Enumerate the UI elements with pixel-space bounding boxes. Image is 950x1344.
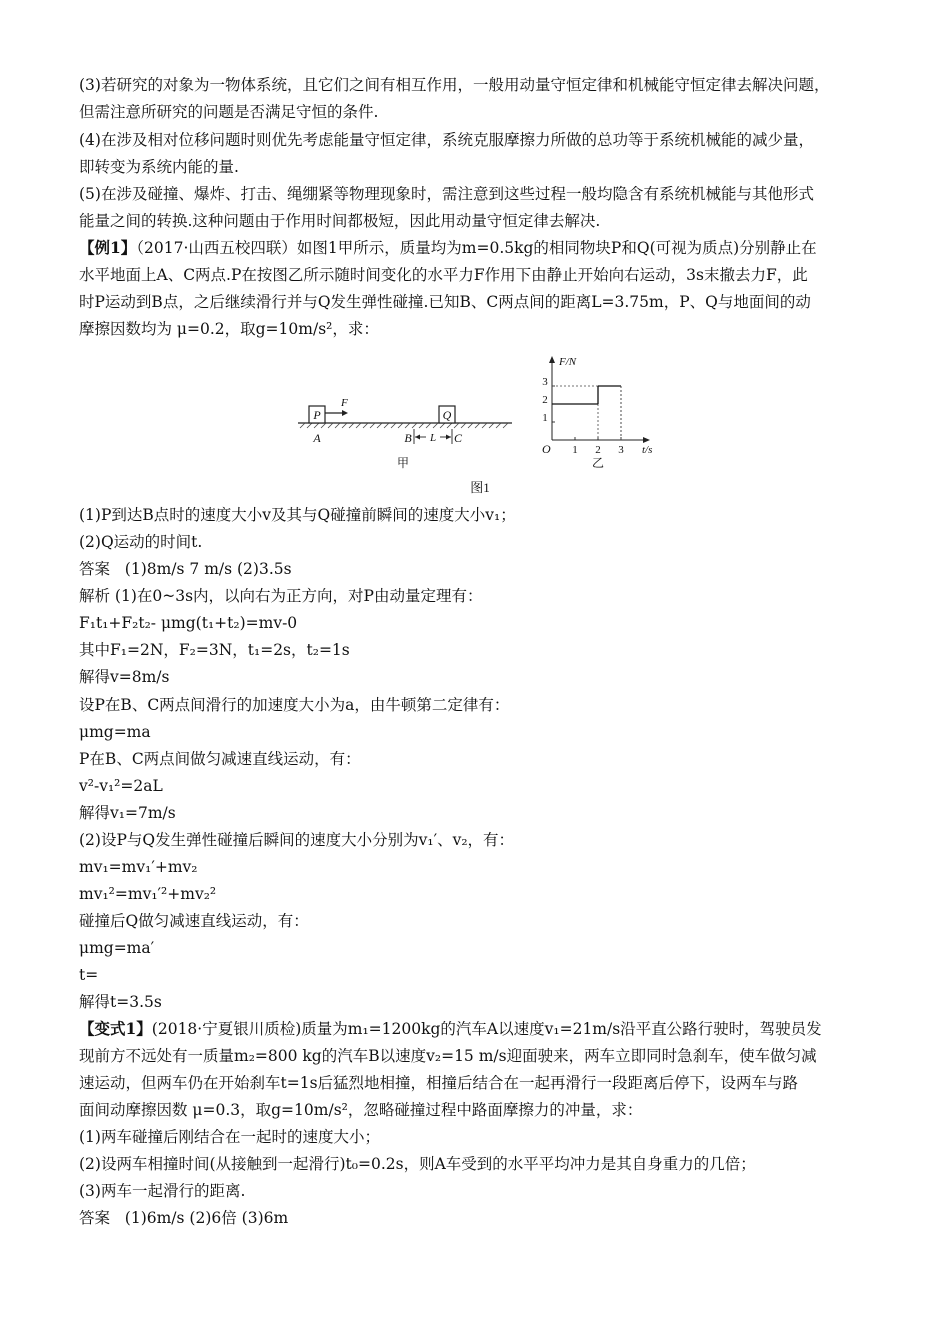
y-axis-label: F/N [559,356,577,368]
intro-p3-line2: 但需注意所研究的问题是否满足守恒的条件. [79,103,379,121]
variant1-question-2: (2)设两车相撞时间(从接触到一起滑行)t₀=0.2s，则A车受到的水平平均冲力是其自身重力的几倍； [79,1155,756,1173]
variant1-line3: 速运动，但两车仍在开始刹车t=1s后猛烈地相撞，相撞后结合在一起再滑行一段距离后停下，设两车与路 [79,1074,799,1092]
x-axis-arrow [643,437,650,443]
variant1-question-3: (3)两车一起滑行的距离. [79,1182,246,1200]
variant1-answer [79,1207,879,1229]
example1-line3: 时P运动到B点，之后继续滑行并与Q发生弹性碰撞.已知B、C两点间的距离L=3.75m，P、Q与地面间的动 [79,293,811,311]
intro-p4-line2: 即转变为系统内能的量. [79,158,239,176]
solution-line-8: v²-v₁²=2aL [79,777,163,795]
solution-line-10: (2)设P与Q发生弹性碰撞后瞬间的速度大小分别为v₁′、v₂，有： [79,831,515,849]
solution-line-16: 解得t=3.5s [79,993,162,1011]
answer-1 [79,558,879,580]
question-1: (1)P到达B点时的速度大小v及其与Q碰撞前瞬间的速度大小v₁； [79,506,516,524]
y-tick-1: 1 [542,412,548,424]
variant1-text1: (2018·宁夏银川质检)质量为m₁=1200kg的汽车A以速度v₁=21m/s沿平直公路行驶时，驾驶员发 [151,1020,822,1038]
x-tick-3: 3 [618,444,624,456]
example1-line4: 摩擦因数均为 μ=0.2，取g=10m/s²，求： [79,320,379,338]
block-p-label: P [313,408,321,422]
solution-line-6: μmg=ma [79,723,151,741]
question-2: (2)Q运动的时间t. [79,533,203,551]
figure-1 [290,352,670,498]
variant1-line1 [79,1018,879,1040]
solution-line-1: 解析 (1)在0~3s内，以向右为正方向，对P由动量定理有： [79,587,483,605]
variant1-answer-text: (1)6m/s (2)6倍 (3)6m [124,1209,289,1227]
point-c-label: C [453,431,463,445]
figure-caption: 图1 [470,480,490,495]
solution-line-13: 碰撞后Q做匀减速直线运动，有： [79,912,309,930]
example1-text1: （2017·山西五校四联）如图1甲所示，质量均为m=0.5kg的相同物块P和Q(可视为质点)分别静止在 [136,239,817,257]
solution-line-12: mv₁²=mv₁′²+mv₂² [79,885,217,903]
origin-label: O [542,442,551,456]
solution-line-7: P在B、C两点间做匀减速直线运动，有： [79,750,361,768]
x-tick-1: 1 [572,444,578,456]
answer-1-label: 答案 [79,560,111,578]
solution-line-2: F₁t₁+F₂t₂- μmg(t₁+t₂)=mv-0 [79,614,298,632]
answer-1-text: (1)8m/s 7 m/s (2)3.5s [124,560,292,578]
intro-p4-line1: (4)在涉及相对位移问题时则优先考虑能量守恒定律，系统克服摩擦力所做的总功等于系统机械能的减少量， [79,131,814,149]
example1-line2: 水平地面上A、C两点.P在按图乙所示随时间变化的水平力F作用下由静止开始向右运动，3s末撤去力F，此 [79,266,808,284]
solution-line-15: t= [79,966,99,984]
solution-line-11: mv₁=mv₁′+mv₂ [79,858,198,876]
variant1-answer-label: 答案 [79,1209,111,1227]
y-axis-arrow [549,356,555,363]
chart-marks [552,386,621,440]
variant1-tag: 【变式1】 [79,1019,152,1038]
intro-p3-line1: (3)若研究的对象为一物体系统，且它们之间有相互作用，一般用动量守恒定律和机械能守恒定律去解决问题， [79,76,830,94]
solution-line-3: 其中F₁=2N，F₂=3N，t₁=2s，t₂=1s [79,641,350,659]
x-tick-2: 2 [595,444,601,456]
yi-label: 乙 [591,456,605,470]
example1-line1 [79,237,879,259]
point-b-label: B [404,431,412,445]
solution-line-14: μmg=ma′ [79,939,155,957]
solution-line-4: 解得v=8m/s [79,668,170,686]
chart-yi [542,356,652,470]
intro-p5-line1: (5)在涉及碰撞、爆炸、打击、绳绷紧等物理现象时，需注意到这些过程一般均隐含有系统机械能与其他形式 [79,185,814,203]
dist-label: L [429,432,437,444]
force-arrow-head [342,410,348,416]
solution-line-5: 设P在B、C两点间滑行的加速度大小为a，由牛顿第二定律有： [79,696,510,714]
point-a-label: A [313,431,321,445]
force-label: F [341,397,348,409]
example1-tag: 【例1】 [79,238,137,257]
y-tick-2: 2 [542,394,548,406]
x-axis-label: t/s [642,444,653,456]
variant1-question-1: (1)两车碰撞后刚结合在一起时的速度大小； [79,1128,380,1146]
ground-hatch [300,423,508,428]
intro-p5-line2: 能量之间的转换.这种问题由于作用时间都极短，因此用动量守恒定律去解决. [79,212,601,230]
variant1-line4: 面间动摩擦因数 μ=0.3，取g=10m/s²，忽略碰撞过程中路面摩擦力的冲量，求： [79,1101,643,1119]
dist-arrow-right-head [446,435,451,440]
jia-label: 甲 [396,456,410,470]
variant1-line2: 现前方不远处有一质量m₂=800 kg的汽车B以速度v₂=15 m/s迎面驶来，两车立即同时急刹车，使车做匀减 [79,1047,817,1065]
dist-arrow-left-head [415,435,420,440]
diagram-jia [298,397,512,470]
solution-line-9: 解得v₁=7m/s [79,804,176,822]
y-tick-3: 3 [542,376,548,388]
block-q-label: Q [442,408,452,422]
